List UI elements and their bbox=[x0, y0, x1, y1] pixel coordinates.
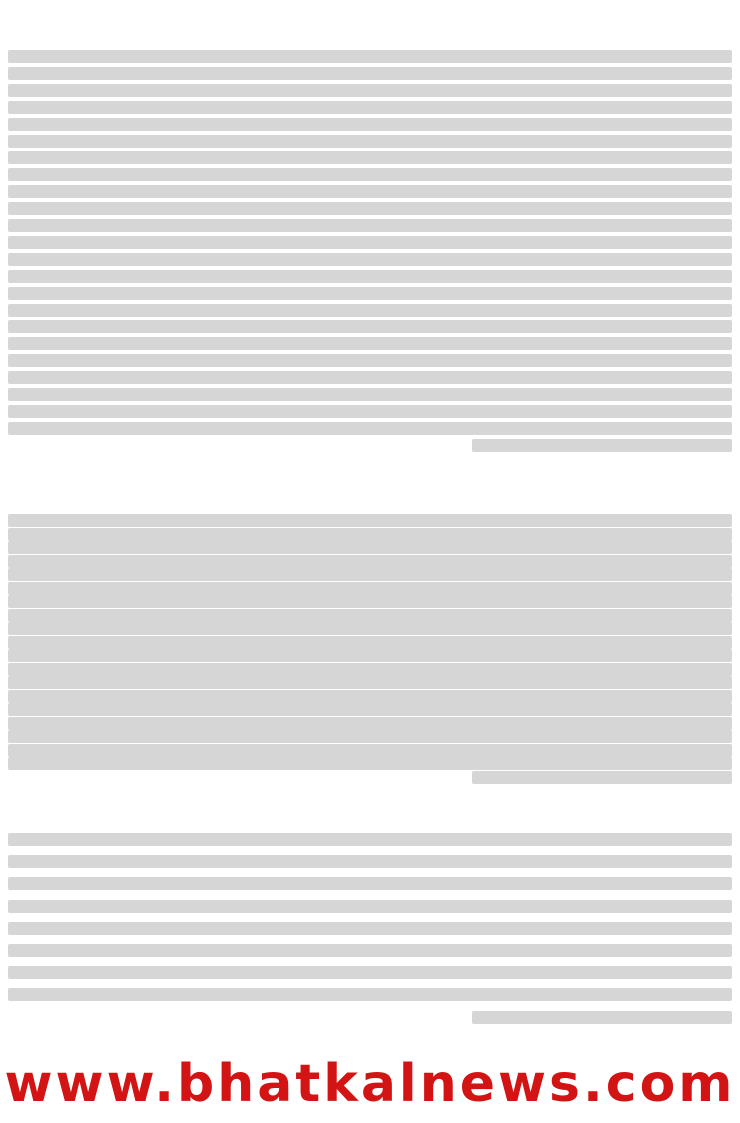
article-text-line bbox=[8, 422, 732, 435]
article-text-line bbox=[8, 595, 732, 608]
article-text-line bbox=[472, 439, 732, 452]
article-text-line bbox=[8, 84, 732, 97]
article-text-line bbox=[472, 771, 732, 784]
article-text-line bbox=[8, 703, 732, 716]
article-text-line bbox=[8, 649, 732, 662]
article-text-line bbox=[8, 219, 732, 232]
article-text-line bbox=[8, 757, 732, 770]
article-text-line bbox=[8, 354, 732, 367]
article-text-line bbox=[8, 514, 732, 527]
article-text-line bbox=[8, 966, 732, 979]
article-farmers-body bbox=[8, 48, 732, 453]
article-text-line bbox=[8, 304, 732, 317]
site-watermark-footer: www.bhatkalnews.com bbox=[4, 1054, 736, 1114]
article-text-line bbox=[8, 168, 732, 181]
article-text-line bbox=[8, 636, 732, 649]
article-text-line bbox=[8, 185, 732, 198]
article-text-line bbox=[8, 67, 732, 80]
headline-farmers-bharat-bandh bbox=[8, 4, 732, 44]
headline-petrol-diesel-prices bbox=[8, 787, 732, 827]
article-babri-body bbox=[8, 512, 732, 782]
article-text-line bbox=[8, 988, 732, 1001]
article-text-line bbox=[8, 270, 732, 283]
article-text-line bbox=[8, 388, 732, 401]
article-text-line bbox=[8, 833, 732, 846]
article-text-line bbox=[8, 609, 732, 622]
article-text-line bbox=[8, 717, 732, 730]
article-text-line bbox=[8, 922, 732, 935]
article-text-line bbox=[8, 541, 732, 554]
article-text-line bbox=[8, 690, 732, 703]
article-text-line bbox=[8, 101, 732, 114]
article-text-line bbox=[8, 944, 732, 957]
article-text-line bbox=[8, 50, 732, 63]
article-fuel-body bbox=[8, 831, 732, 1031]
article-text-line bbox=[8, 320, 732, 333]
article-text-line bbox=[8, 405, 732, 418]
article-text-line bbox=[8, 855, 732, 868]
article-text-line bbox=[8, 663, 732, 676]
article-text-line bbox=[8, 337, 732, 350]
article-text-line bbox=[8, 528, 732, 541]
article-text-line bbox=[8, 730, 732, 743]
article-text-line bbox=[8, 582, 732, 595]
article-text-line bbox=[8, 900, 732, 913]
article-text-line bbox=[8, 555, 732, 568]
article-text-line bbox=[8, 236, 732, 249]
article-text-line bbox=[8, 622, 732, 635]
article-text-line bbox=[8, 135, 732, 148]
headline-babri-mosque-anniversary bbox=[8, 467, 732, 507]
article-text-line bbox=[8, 676, 732, 689]
article-text-line bbox=[8, 202, 732, 215]
article-text-line bbox=[8, 371, 732, 384]
article-text-line bbox=[8, 877, 732, 890]
article-text-line bbox=[8, 568, 732, 581]
article-text-line bbox=[8, 744, 732, 757]
article-text-line bbox=[8, 151, 732, 164]
article-text-line bbox=[472, 1011, 732, 1024]
article-text-line bbox=[8, 118, 732, 131]
article-text-line bbox=[8, 253, 732, 266]
article-text-line bbox=[8, 287, 732, 300]
